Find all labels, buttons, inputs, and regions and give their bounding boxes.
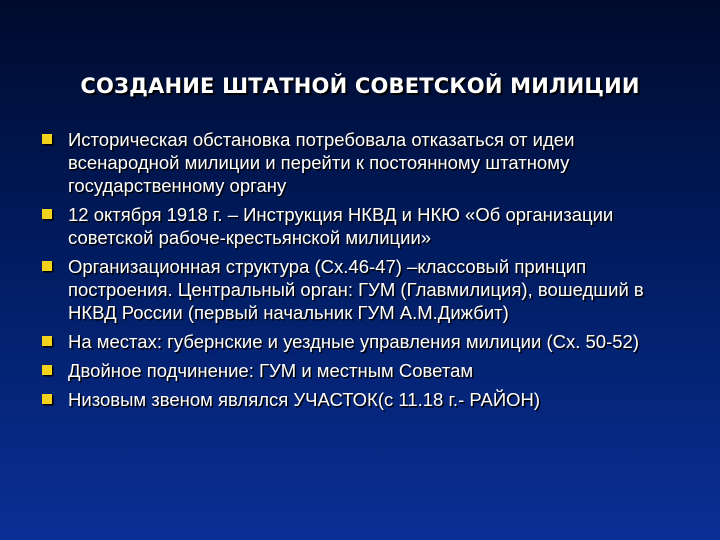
bullet-text: Историческая обстановка потребовала отказаться от идеи всенародной милиции и перейти к постоянному штатному государственному органу [68,129,575,196]
bullet-item-dual-subordination [42,359,682,382]
square-bullet-icon [42,336,52,346]
bullet-text: На местах: губернские и уездные управления милиции (Сх. 50-52) [68,331,639,352]
bullet-list [42,128,682,417]
square-bullet-icon [42,261,52,271]
slide-title: СОЗДАНИЕ ШТАТНОЙ СОВЕТСКОЙ МИЛИЦИИ [80,74,640,98]
bullet-item-lowest-unit [42,388,682,411]
square-bullet-icon [42,209,52,219]
bullet-text: Двойное подчинение: ГУМ и местным Советам [68,360,474,381]
bullet-text: 12 октября 1918 г. – Инструкция НКВД и НКЮ «Об организации советской рабоче-крестьянской милиции» [68,204,614,248]
square-bullet-icon [42,394,52,404]
bullet-item-instruction-1918 [42,203,682,249]
bullet-item-historical-situation [42,128,682,197]
bullet-text: Низовым звеном являлся УЧАСТОК(с 11.18 г.- РАЙОН) [68,389,541,410]
bullet-item-local-departments [42,330,682,353]
square-bullet-icon [42,134,52,144]
square-bullet-icon [42,365,52,375]
bullet-item-org-structure [42,255,682,324]
bullet-text: Организационная структура (Сх.46-47) –классовый принцип построения. Центральный орган: ГУМ (Главмилиция), вошедший в НКВД России (первый начальник ГУМ А.М.Дижбит) [68,256,644,323]
